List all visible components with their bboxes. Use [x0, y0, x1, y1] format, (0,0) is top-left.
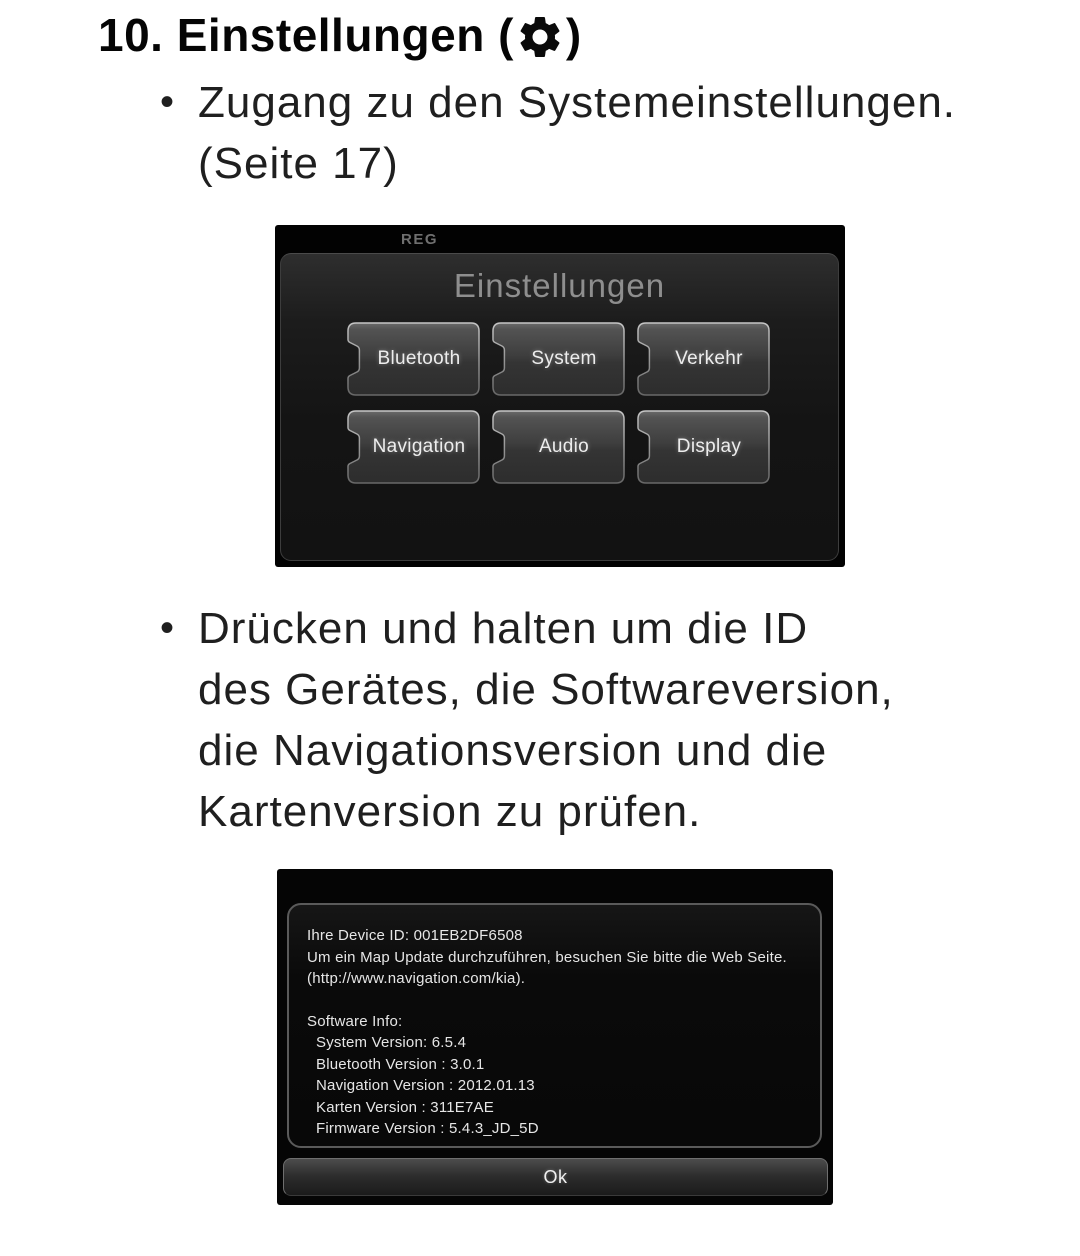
gear-icon — [515, 12, 565, 62]
map-update-line: Um ein Map Update durchzuführen, besuchen Sie bitte die Web Seite. — [307, 948, 787, 966]
settings-button-display[interactable] — [637, 410, 770, 484]
bullet-marker: • — [160, 606, 176, 650]
section-heading-text: 10. Einstellungen ( — [98, 9, 514, 61]
settings-button-label: Verkehr — [675, 348, 743, 369]
status-badge-reg: REG — [401, 231, 439, 248]
settings-button-label: Navigation — [372, 436, 466, 457]
bullet-line: Kartenversion zu prüfen. — [198, 787, 702, 836]
bullet-text — [198, 72, 956, 194]
settings-button-label: Display — [676, 436, 742, 457]
section-heading — [98, 8, 582, 62]
settings-button-verkehr[interactable] — [637, 322, 770, 396]
bullet-line: (Seite 17) — [198, 139, 399, 188]
settings-button-system[interactable] — [492, 322, 625, 396]
bullet-text — [198, 598, 894, 842]
settings-button-grid — [347, 322, 770, 484]
blank-line — [307, 990, 812, 1011]
map-update-url-line: (http://www.navigation.com/kia). — [307, 970, 526, 987]
settings-button-bluetooth[interactable] — [347, 322, 480, 396]
settings-button-audio[interactable] — [492, 410, 625, 484]
settings-screen-screenshot — [275, 225, 845, 567]
bullet-marker: • — [160, 80, 176, 124]
settings-button-label: Audio — [538, 436, 590, 457]
karten-version-line: Karten Version : 311E7AE — [316, 1098, 494, 1116]
software-info-header: Software Info: — [307, 1012, 403, 1030]
section-heading-close-paren: ) — [565, 9, 582, 61]
settings-panel — [280, 253, 839, 561]
settings-button-label: System — [531, 348, 597, 369]
bluetooth-version-line: Bluetooth Version : 3.0.1 — [316, 1055, 485, 1073]
bullet-line: die Navigationsversion und die — [198, 726, 828, 775]
bullet-line: Drücken und halten um die ID — [198, 604, 809, 653]
settings-button-label: Bluetooth — [377, 348, 461, 369]
device-id-line: Ihre Device ID: 001EB2DF6508 — [307, 927, 523, 944]
navigation-version-line: Navigation Version : 2012.01.13 — [316, 1077, 535, 1094]
settings-button-navigation[interactable] — [347, 410, 480, 484]
bullet-item-press-and-hold — [160, 598, 894, 842]
firmware-version-line: Firmware Version : 5.4.3_JD_5D — [316, 1120, 539, 1137]
ok-button[interactable]: Ok — [283, 1158, 828, 1196]
version-info-panel — [287, 903, 822, 1148]
system-version-line: System Version: 6.5.4 — [316, 1034, 467, 1051]
bullet-line: des Gerätes, die Softwareversion, — [198, 665, 894, 714]
settings-screen-title: Einstellungen — [453, 267, 666, 304]
version-info-screenshot — [277, 869, 833, 1205]
bullet-line: Zugang zu den Systemeinstellungen. — [198, 78, 957, 127]
bullet-item-access-settings — [160, 72, 956, 194]
